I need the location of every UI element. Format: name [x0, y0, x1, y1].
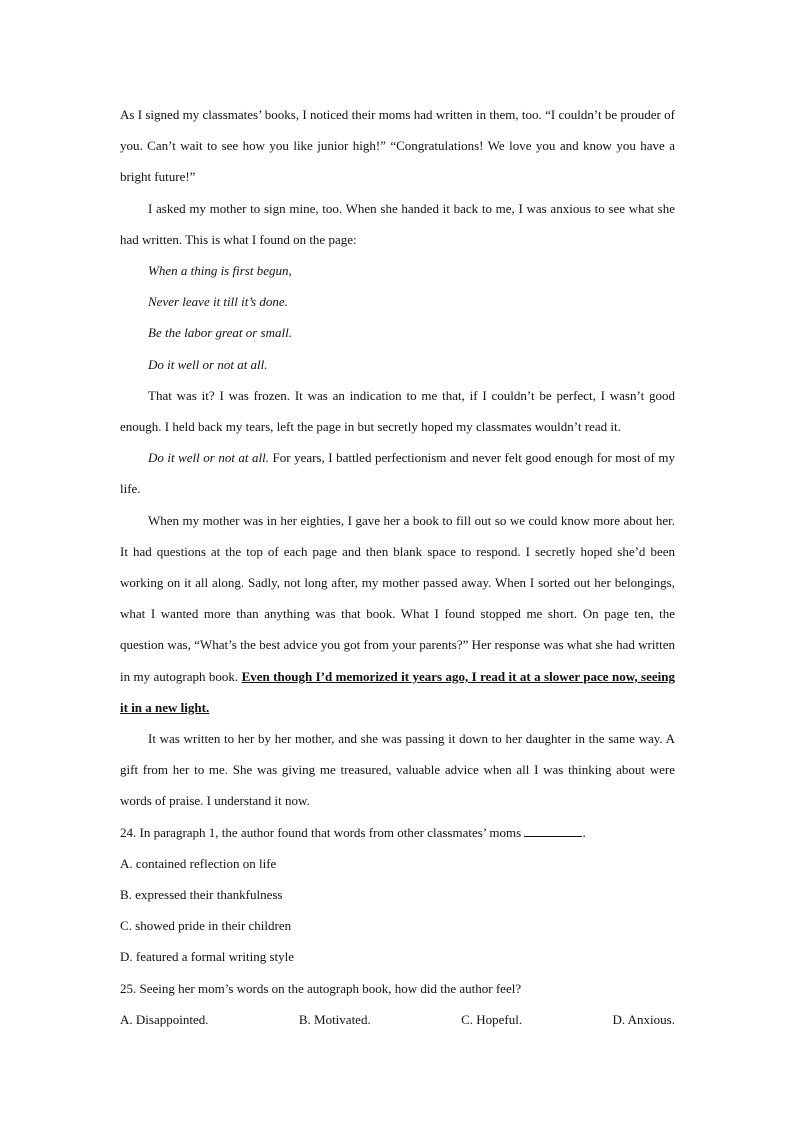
question-25-option-a: A. Disappointed. [120, 1011, 209, 1027]
paragraph-4-text: For years, I battled perfectionism and never felt good enough for most of my life. [120, 450, 675, 497]
question-24-stem: 24. In paragraph 1, the author found that words from other classmates’ moms [120, 824, 525, 840]
paragraph-1: As I signed my classmates’ books, I noticed their moms had written in them, too. “I couldn’t be prouder of you. Can’t wait to see how you like junior high!” “Congratulations! We love you and know you have a bright future!” [120, 107, 675, 185]
paragraph-3: That was it? I was frozen. It was an indication to me that, if I couldn’t be perfect, I wasn’t good enough. I held back my tears, left the page in but secretly hoped my classmates wouldn’t read it. [120, 387, 675, 435]
question-24-option-b: B. expressed their thankfulness [120, 887, 283, 903]
poem-line-3: Be the labor great or small. [148, 325, 292, 341]
question-24 [120, 817, 675, 848]
paragraph-5 [120, 505, 675, 723]
paragraph-4 [120, 442, 675, 504]
poem-line-1: When a thing is first begun, [148, 263, 292, 279]
question-24-option-c: C. showed pride in their children [120, 918, 292, 934]
question-25-options [120, 1004, 675, 1035]
question-25: 25. Seeing her mom’s words on the autograph book, how did the author feel? [120, 980, 522, 996]
underlined-sentence: Even though I’d memorized it years ago, I read it at a slower pace now, seeing it in a new light. [120, 668, 675, 715]
poem-line-4: Do it well or not at all. [148, 356, 268, 372]
paragraph-4-italic: Do it well or not at all. [148, 450, 270, 466]
question-25-option-d: D. Anxious. [612, 1011, 675, 1027]
paragraph-2: I asked my mother to sign mine, too. When she handed it back to me, I was anxious to see what she had written. This is what I found on the page: [120, 200, 675, 247]
question-24-option-a: A. contained reflection on life [120, 855, 277, 871]
poem-line-2: Never leave it till it’s done. [148, 294, 288, 310]
question-24-option-d: D. featured a formal writing style [120, 949, 294, 965]
answer-blank [524, 824, 582, 837]
question-25-option-c: C. Hopeful. [461, 1011, 523, 1027]
question-25-option-b: B. Motivated. [298, 1011, 371, 1027]
paragraph-5-text: When my mother was in her eighties, I gave her a book to fill out so we could know more about her. It had questions at the top of each page and then blank space to respond. I secretly hoped she’d been working on it all along. Sadly, not long after, my mother passed away. When I sorted out her belongings, what I wanted more than anything was that book. What I found stopped me short. On page ten, the question was, “What’s the best advice you got from your parents?” Her response was what she had written in my autograph book. [120, 512, 675, 684]
document-page [120, 99, 675, 1035]
question-24-end: . [582, 824, 586, 840]
paragraph-6: It was written to her by her mother, and she was passing it down to her daughter in the same way. A gift from her to me. She was giving me treasured, valuable advice when all I was thinking about were words of praise. I understand it now. [120, 731, 675, 809]
